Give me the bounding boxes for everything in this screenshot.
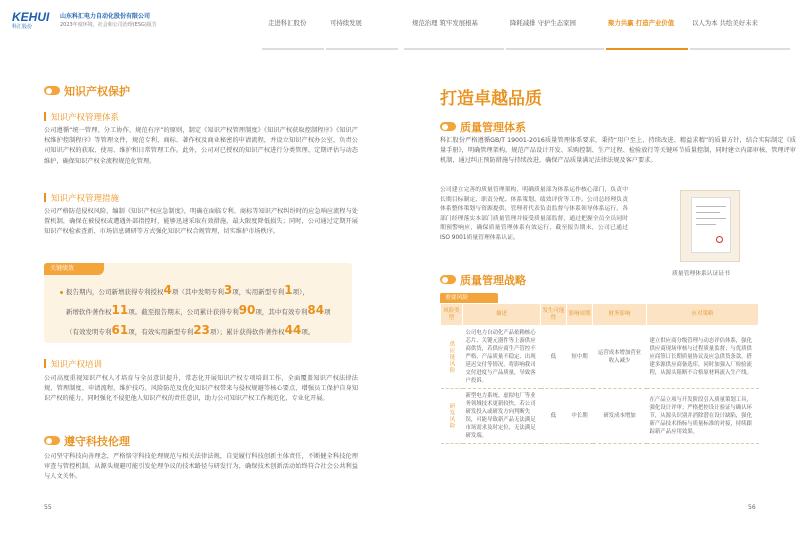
stats-line: 报告期内，公司新增获得专利授权4项（其中发明专利3项，实用新型专利1项）， [66,283,309,297]
right-page [400,52,800,546]
left-page [0,52,400,546]
nav-item-sustainability[interactable]: 可持续发展 [330,19,362,27]
paragraph: 公司高度重视知识产权人才培育与全员意识提升，常态化开展知识产权专项培训工作，全面覆盖知识产权法律法规、管理制度、申请流程、维护技巧、风险防范及优化知识产权带来与侵权规避等核心要点，增强员工保护自身知识产权的能力，同时强化不侵犯他人知识产权的责任意识，助力公司知识产权工作规范化、专业化开展。 [44,375,358,403]
risk-type: 供应链风险 [441,326,463,389]
risk-finance: 研发成本增加 [593,389,647,444]
column-header: 风险类型 [441,304,463,326]
risk-period: 短中期 [567,326,593,389]
report-header [0,0,800,52]
nav-underline [262,48,324,50]
risk-strategy: 建立供应商分级管理与动态评估体系，强化供应商现场审核与过程质量监督；与优质供应商签订长期质量协议及应急供货条款，搭建多源供应商备选库，同时加强入厂检验流程，从源头阻断不合格原材料流入生产线。 [647,326,759,389]
nav-underline [690,48,790,50]
logo-text: KEHUI [12,10,50,24]
section-title-qms: 质量管理体系 [460,121,526,134]
company-name: 山东科汇电力自动化股份有限公司 [60,13,151,20]
subsection-title: 知识产权管理措施 [44,192,119,204]
column-header: 描述 [463,304,541,326]
company-logo [12,10,52,38]
nav-item-about[interactable]: 走进科汇股份 [268,19,307,27]
section-pill-icon [440,122,456,131]
certificate-paper [691,197,731,253]
table-row [441,326,759,389]
risk-likelihood: 低 [541,389,567,444]
nav-item-people[interactable]: 以人为本 共绘美好未来 [692,19,758,27]
certificate-caption: 质量管理体系认证证书 [672,271,730,277]
column-header: 财务影响 [593,304,647,326]
column-header: 应对策略 [647,304,759,326]
nav-item-industry-value[interactable]: 聚力共赢 打造产业价值 [608,19,675,27]
paragraph: 公司遵循“统一管理、分工协作、规范有序”的原则，制定《知识产权管理制度》《知识产权获取控制程序》《知识产权维护控制程序》等管理文件，规范专利、商标、著作权及商业秘密的申请流程，并设立知识产权办公室，负责公司知识产权的获取、使用、维护和日常管理工作。此外，公司对已授权的知识产权进行分类管理、定期评估与动态维护，确保知识产权全流程规范化管理。 [44,127,358,165]
column-header: 发生可能性 [541,304,567,326]
nav-item-governance[interactable]: 规范治理 筑牢发展根基 [412,19,478,27]
risk-period: 中长期 [567,389,593,444]
section-title-ip: 知识产权保护 [64,85,130,98]
stats-tag: 关键绩效 [44,263,104,275]
stats-line: （有效发明专利61项，有效实用新型专利23项）；累计获得软件著作权44项。 [66,323,315,337]
logo-sub: 科汇股份 [12,24,33,30]
subsection-title: 知识产权培训 [44,358,102,370]
paragraph: 科汇股份严格遵循GB/T 19001-2016质量管理体系要求，秉持“用户至上、持续改进、精益求精”的质量方针，结合实际制定《质量手册》，明确管理架构，规范产品设计开发、采购控制、生产过程、检验放行等关键环节质量控制，同时建立内部审核、管理评审机制，通过纠正预防措施与持续改进，确保产品质量满足法律法规及客户要求。 [440,137,796,165]
nav-underline-active [606,48,688,50]
stats-line: 新增软件著作权11项。截至报告期末，公司累计获得专利90项，其中有效专利84项 [66,303,331,317]
certificate-image [680,190,740,262]
nav-item-environment[interactable]: 降耗减排 守护生态家园 [510,19,576,27]
table-row [441,389,759,444]
paragraph: 公司建立完善的质量管理架构，明确质量部为体系运作核心部门，负责中长期目标制定、职责分配、体系策划、绩效评价等工作。公司总经理负责体系整体策划与资源提供，管理者代表负责监督与体系领导体系运行，各部门经理落实本部门质量管理并接受质量部监督，通过把握全员全员同时期预警响应，确保质量管理体系有效运行，截至报告期末，公司已通过ISO 9001质量管理体系认证。 [440,187,628,241]
section-title-strategy: 质量管理战略 [460,274,526,287]
risk-table [440,303,759,444]
risk-strategy: 在产品立项与开发阶段引入质量策划工具，强化设计评审；严格把控设计验证与确认环节，从源头识别并消除潜在设计缺陷，强化新产品技术指标与质量标准的对接，持续跟踪新产品应用效果。 [647,389,759,444]
subsection-title: 知识产权管理体系 [44,111,119,123]
section-pill-icon [440,275,456,284]
section-pill-icon [44,86,60,95]
risk-description: 新型电力系统、虚拟电厂等业务领域技术更新较快，若公司研发投入或研发方向判断失误，可能导致新产品无法满足市场需求及时定位，无法满足研发端。 [463,389,541,444]
risk-finance: 运营成本增加营业收入减少 [593,326,647,389]
nav-underline [404,48,504,50]
seal-icon [716,236,723,243]
paragraph: 公司严格防范侵权风险，编制《知识产权应急制度》，明确在面临专利、商标等知识产权纠纷时的应急响应流程与处置机制，确保在被侵权或遭遇外部指控时，能够迅速采取有效措施，最大限度降低损失；同时，公司通过定期开展知识产权检索查新、市场信息调研等方式强化知识产权合规管理，切实维护市场秩序。 [44,208,358,236]
report-title: 2023年度环境、社会和公司治理(ESG)报告 [60,22,157,28]
risk-likelihood: 低 [541,326,567,389]
nav-underline [506,48,604,50]
risk-tag: 重要风险 [440,293,498,303]
page-number: 56 [748,504,756,511]
section-pill-icon [44,436,60,445]
nav-underline [326,48,398,50]
table-header-row [441,304,759,326]
risk-type: 研发风险 [441,389,463,444]
column-header: 影响周期 [567,304,593,326]
risk-description: 公司电力自动化产品依赖核心芯片、关键元器件等上游供应商供货，若供应商生产管控不严格、产品质量不稳定、出现延迟交付等情况，将影响我司交付进度与产品质量，导致客户投诉。 [463,326,541,389]
chapter-title: 打造卓越品质 [440,89,542,109]
key-performance-box [44,263,352,343]
paragraph: 公司坚守科技向善理念，严格恪守科技伦理规范与相关法律法规，自觉履行科技创新主体责任，不断健全科技伦理审查与管控机制，从源头规避可能引发伦理争议的技术路径与研发行为，确保技术创新活动始终符合社会公共利益与人文关怀。 [44,453,358,481]
section-title-ethics: 遵守科技伦理 [64,435,130,448]
page-number: 55 [44,504,52,511]
bullet-icon [60,291,63,294]
